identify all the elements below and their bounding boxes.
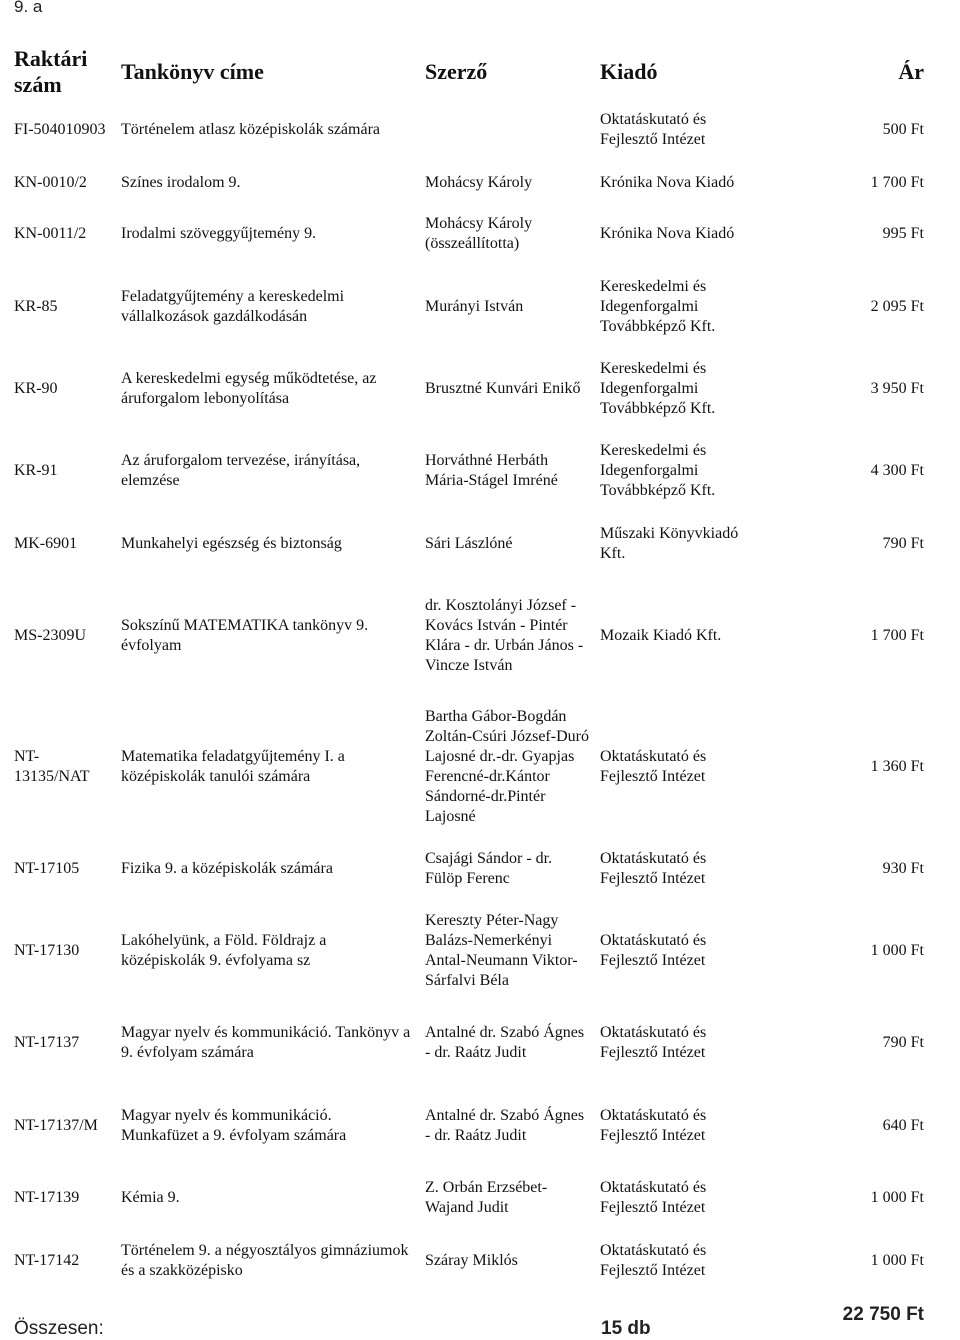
book-publisher: Krónika Nova Kiadó bbox=[600, 174, 735, 191]
book-price: 790 Ft bbox=[882, 1034, 924, 1051]
book-author: Brusztné Kunvári Enikő bbox=[425, 380, 581, 397]
book-publisher: Kereskedelmi és Idegenforgalmi Továbbképző Kft. bbox=[600, 360, 716, 417]
book-code: NT-17142 bbox=[14, 1252, 80, 1269]
book-price: 640 Ft bbox=[882, 1117, 924, 1134]
table-row bbox=[0, 1091, 960, 1161]
page-heading: 9. a bbox=[14, 0, 43, 16]
book-author: Murányi István bbox=[425, 298, 524, 315]
book-publisher: Oktatáskutató és Fejlesztő Intézet bbox=[600, 850, 707, 887]
column-header-publisher: Kiadó bbox=[600, 59, 658, 84]
book-publisher: Kereskedelmi és Idegenforgalmi Továbbképző Kft. bbox=[600, 278, 716, 335]
table-row bbox=[0, 906, 960, 996]
book-code: KR-85 bbox=[14, 298, 58, 315]
book-price: 1 700 Ft bbox=[870, 627, 924, 644]
table-row bbox=[0, 1236, 960, 1286]
book-author: Bartha Gábor-Bogdán Zoltán-Csúri József-Duró Lajosné dr.-dr. Gyapjas Ferencné-dr.Kántor Sándorné-dr.Pintér Lajosné bbox=[425, 708, 589, 825]
book-title: Feladatgyűjtemény a kereskedelmi vállalkozások gazdálkodásán bbox=[121, 288, 345, 325]
book-author: Mohácsy Károly bbox=[425, 174, 533, 191]
book-title: Matematika feladatgyűjtemény I. a középiskolák tanulói számára bbox=[121, 748, 345, 785]
book-price: 930 Ft bbox=[882, 860, 924, 877]
column-header-price: Ár bbox=[898, 59, 924, 84]
table-row bbox=[0, 163, 960, 203]
book-author: Z. Orbán Erzsébet-Wajand Judit bbox=[425, 1179, 548, 1216]
book-code: NT-17130 bbox=[14, 942, 80, 959]
book-price: 790 Ft bbox=[882, 535, 924, 552]
book-price: 1 000 Ft bbox=[870, 1252, 924, 1269]
book-publisher: Oktatáskutató és Fejlesztő Intézet bbox=[600, 1242, 707, 1279]
book-title: Magyar nyelv és kommunikáció. Munkafüzet a 9. évfolyam számára bbox=[121, 1107, 347, 1144]
table-row bbox=[0, 100, 960, 160]
book-publisher: Oktatáskutató és Fejlesztő Intézet bbox=[600, 1179, 707, 1216]
book-price: 4 300 Ft bbox=[870, 462, 924, 479]
book-title: Magyar nyelv és kommunikáció. Tankönyv a 9. évfolyam számára bbox=[121, 1024, 411, 1061]
table-row bbox=[0, 349, 960, 429]
book-publisher: Oktatáskutató és Fejlesztő Intézet bbox=[600, 1107, 707, 1144]
book-title: Történelem 9. a négyosztályos gimnáziumok és a szakközépisko bbox=[121, 1242, 409, 1279]
book-price: 1 000 Ft bbox=[870, 1189, 924, 1206]
book-author: Antalné dr. Szabó Ágnes - dr. Raátz Judit bbox=[425, 1024, 585, 1061]
total-count: 15 db bbox=[601, 1318, 651, 1339]
book-author: dr. Kosztolányi József - Kovács István - Pintér Klára - dr. Urbán János - Vincze István bbox=[425, 597, 584, 674]
book-price: 500 Ft bbox=[882, 121, 924, 138]
book-code: NT-17139 bbox=[14, 1189, 80, 1206]
total-label: Összesen: bbox=[14, 1318, 104, 1339]
book-publisher: Oktatáskutató és Fejlesztő Intézet bbox=[600, 1024, 707, 1061]
book-author: Mohácsy Károly (összeállította) bbox=[425, 215, 533, 252]
book-publisher: Oktatáskutató és Fejlesztő Intézet bbox=[600, 748, 707, 785]
book-price: 995 Ft bbox=[882, 225, 924, 242]
book-publisher: Oktatáskutató és Fejlesztő Intézet bbox=[600, 932, 707, 969]
column-header-code: Raktári szám bbox=[14, 46, 88, 97]
table-row bbox=[0, 1173, 960, 1223]
book-title: Színes irodalom 9. bbox=[121, 174, 241, 191]
book-code: NT-17137/M bbox=[14, 1117, 98, 1134]
book-code: NT-17137 bbox=[14, 1034, 80, 1051]
book-title: Sokszínű MATEMATIKA tankönyv 9. évfolyam bbox=[121, 617, 369, 654]
book-author: Száray Miklós bbox=[425, 1252, 518, 1269]
book-code: NT-17105 bbox=[14, 860, 80, 877]
table-row bbox=[0, 839, 960, 899]
column-header-title: Tankönyv címe bbox=[121, 59, 264, 84]
book-author: Csajági Sándor - dr. Fülöp Ferenc bbox=[425, 850, 553, 887]
book-code: KR-91 bbox=[14, 462, 58, 479]
book-code: KN-0010/2 bbox=[14, 174, 87, 191]
book-title: Fizika 9. a középiskolák számára bbox=[121, 860, 333, 877]
book-author: Antalné dr. Szabó Ágnes - dr. Raátz Judit bbox=[425, 1107, 585, 1144]
book-publisher: Oktatáskutató és Fejlesztő Intézet bbox=[600, 111, 707, 148]
summary-footer bbox=[0, 1304, 960, 1338]
book-author: Horváthné Herbáth Mária-Stágel Imréné bbox=[425, 452, 558, 489]
book-code: MK-6901 bbox=[14, 535, 78, 552]
table-row bbox=[0, 431, 960, 511]
book-publisher: Műszaki Könyvkiadó Kft. bbox=[600, 525, 739, 562]
column-header-author: Szerző bbox=[425, 59, 488, 84]
book-code: NT-13135/NAT bbox=[14, 748, 90, 785]
book-code: MS-2309U bbox=[14, 627, 87, 644]
book-code: KR-90 bbox=[14, 380, 58, 397]
total-price: 22 750 Ft bbox=[842, 1304, 924, 1325]
table-row bbox=[0, 581, 960, 691]
table-row bbox=[0, 702, 960, 832]
book-code: FI-504010903 bbox=[14, 121, 106, 138]
table-row bbox=[0, 514, 960, 574]
book-price: 1 700 Ft bbox=[870, 174, 924, 191]
book-publisher: Kereskedelmi és Idegenforgalmi Továbbképző Kft. bbox=[600, 442, 716, 499]
book-title: A kereskedelmi egység működtetése, az áruforgalom lebonyolítása bbox=[121, 370, 377, 407]
book-code: KN-0011/2 bbox=[14, 225, 87, 242]
book-publisher: Mozaik Kiadó Kft. bbox=[600, 627, 722, 644]
book-title: Lakóhelyünk, a Föld. Földrajz a középiskolák 9. évfolyama sz bbox=[121, 932, 327, 969]
book-title: Kémia 9. bbox=[121, 1189, 180, 1206]
book-title: Az áruforgalom tervezése, irányítása, elemzése bbox=[121, 452, 361, 489]
table-row bbox=[0, 1008, 960, 1078]
book-title: Irodalmi szöveggyűjtemény 9. bbox=[121, 225, 317, 242]
book-price: 1 360 Ft bbox=[870, 758, 924, 775]
book-publisher: Krónika Nova Kiadó bbox=[600, 225, 735, 242]
book-title: Munkahelyi egészség és biztonság bbox=[121, 535, 342, 552]
book-price: 2 095 Ft bbox=[870, 298, 924, 315]
book-author: Sári Lászlóné bbox=[425, 535, 513, 552]
table-row bbox=[0, 267, 960, 347]
book-title: Történelem atlasz középiskolák számára bbox=[121, 121, 380, 138]
book-price: 3 950 Ft bbox=[870, 380, 924, 397]
book-price: 1 000 Ft bbox=[870, 942, 924, 959]
table-row bbox=[0, 204, 960, 264]
book-author: Kereszty Péter-Nagy Balázs-Nemerkényi Antal-Neumann Viktor-Sárfalvi Béla bbox=[425, 912, 578, 989]
